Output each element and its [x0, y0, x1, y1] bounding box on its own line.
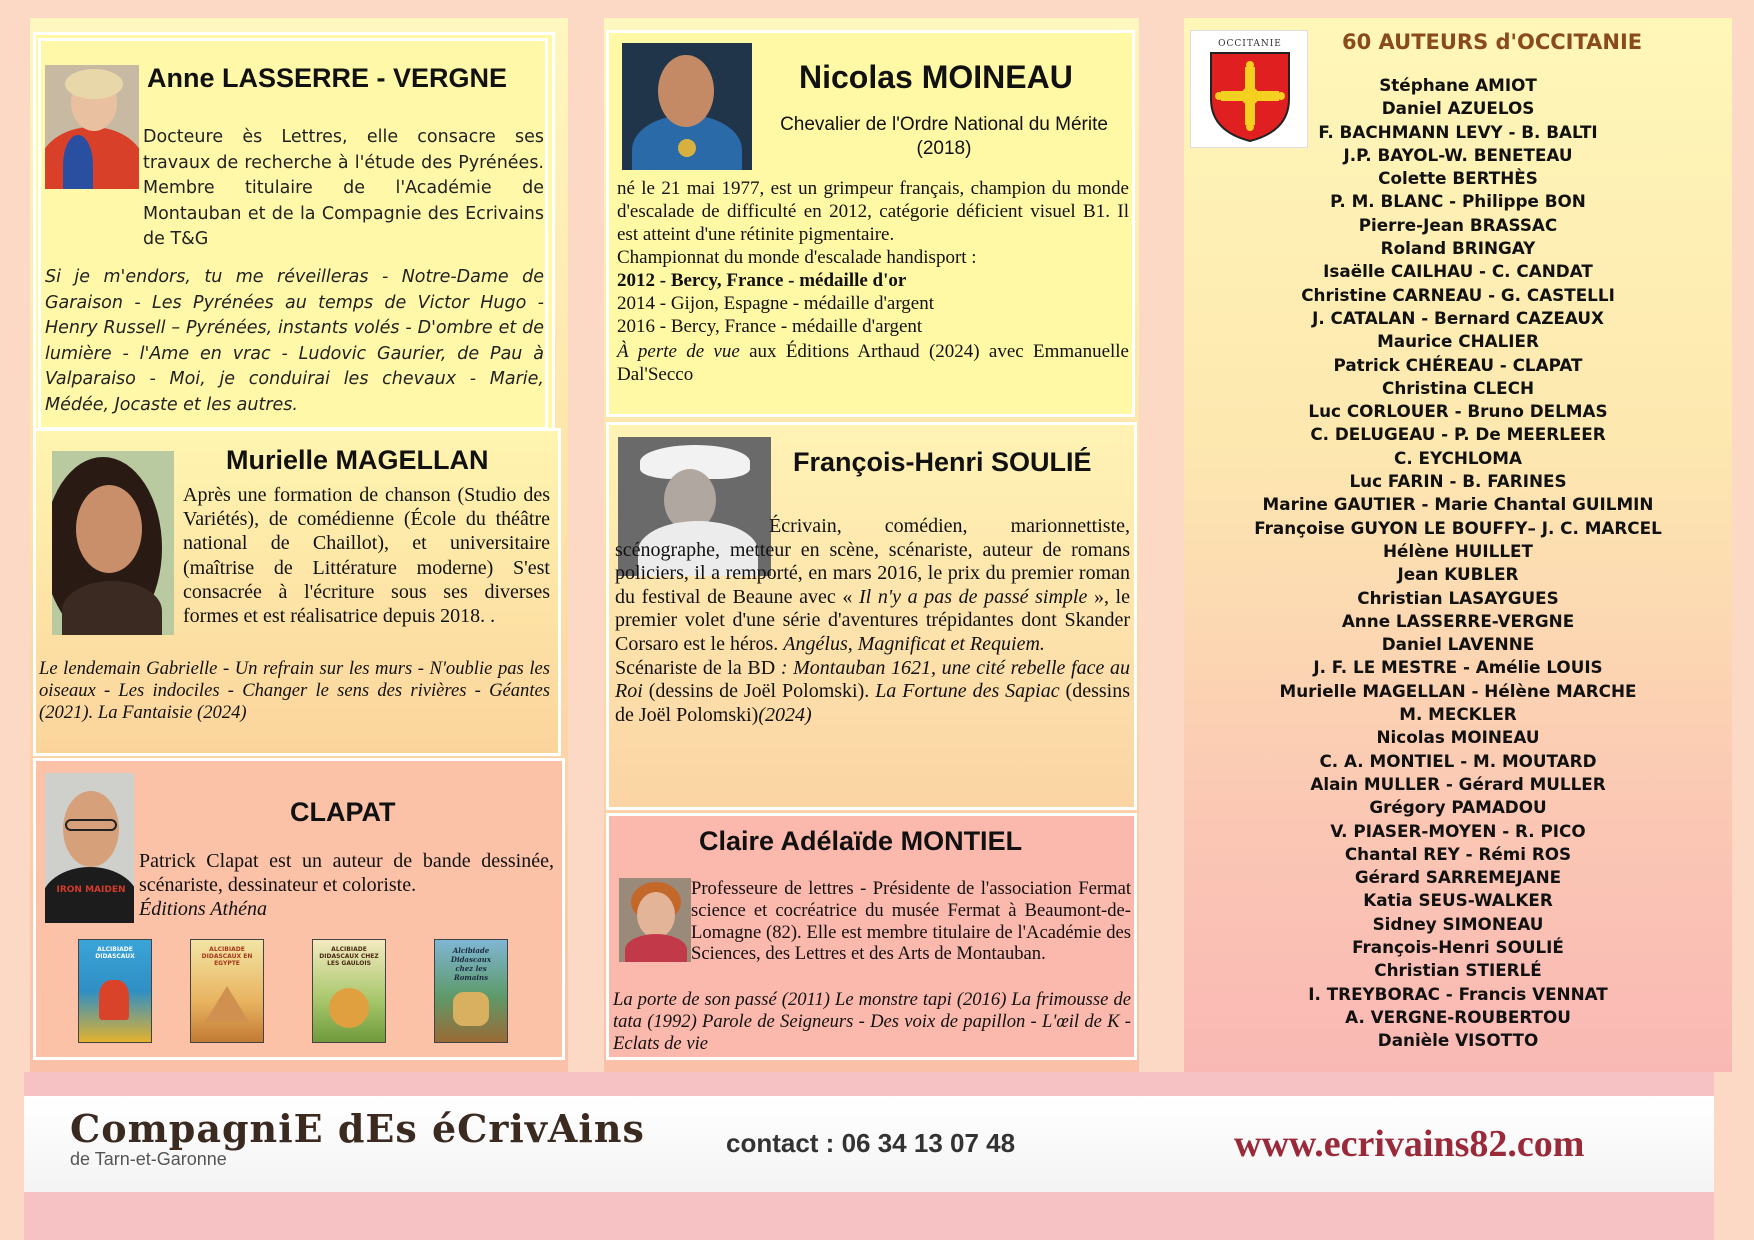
author-bio-clapat-text: Patrick Clapat est un auteur de bande dessinée, scénariste, dessinateur et coloriste. — [139, 850, 554, 896]
nicolas-championship: Championnat du monde d'escalade handisport : — [617, 247, 977, 268]
author-list-item: Roland BRINGAY — [1380, 238, 1536, 259]
author-list-item: I. TREYBORAC - Francis VENNAT — [1308, 983, 1608, 1004]
author-list-item: Murielle MAGELLAN - Hélène MARCHE — [1279, 680, 1637, 701]
author-works-murielle: Le lendemain Gabrielle - Un refrain sur les murs - N'oublie pas les oiseaux - Les indociles - Changer le sens des rivières - Géantes (2021). La Fantaisie (2024) — [39, 658, 550, 723]
brand-subtitle: de Tarn-et-Garonne — [70, 1149, 227, 1169]
nicolas-medal-2016: 2016 - Bercy, France - médaille d'argent — [617, 316, 923, 337]
author-bio-anne: Docteure ès Lettres, elle consacre ses travaux de recherche à l'étude des Pyrénées. Membre titulaire de l'Académie de Montauban et de la Compagnie des Ecrivains de T&G — [143, 127, 544, 249]
author-list-item: Christian LASAYGUES — [1357, 587, 1559, 608]
author-list-item: Christian STIERLÉ — [1374, 960, 1542, 981]
author-list-item: C. DELUGEAU - P. De MEERLEER — [1310, 424, 1606, 445]
author-list-item: Isaëlle CAILHAU - C. CANDAT — [1323, 261, 1593, 282]
author-list-item: Hélène HUILLET — [1383, 540, 1533, 561]
author-card-clapat — [33, 758, 565, 1060]
author-photo-claire — [619, 878, 691, 962]
author-list-item: A. VERGNE-ROUBERTOU — [1345, 1006, 1571, 1027]
author-list-item: Daniel LAVENNE — [1381, 634, 1535, 655]
author-list-item: Pierre-Jean BRASSAC — [1358, 214, 1558, 235]
author-list-item: Jean KUBLER — [1397, 564, 1519, 585]
authors-column — [1184, 18, 1732, 1072]
author-list-item: F. BACHMANN LEVY - B. BALTI — [1318, 121, 1598, 142]
author-list-item: J. F. LE MESTRE - Amélie LOUIS — [1313, 657, 1603, 678]
author-works-claire: La porte de son passé (2011) Le monstre tapi (2016) La frimousse de tata (1992) Parole de Seigneurs - Des voix de papillon - L'œil de K - Eclats de vie — [613, 989, 1131, 1054]
author-list-item: C. EYCHLOMA — [1394, 447, 1522, 468]
nicolas-medal-2012: 2012 - Bercy, France - médaille d'or — [617, 270, 907, 291]
author-list-item: Grégory PAMADOU — [1369, 797, 1547, 818]
author-photo-clapat — [45, 773, 134, 923]
author-list-item: Christine CARNEAU - G. CASTELLI — [1301, 284, 1615, 305]
author-list-item: Colette BERTHÈS — [1378, 168, 1538, 189]
book-cover-3: ALCIBIADE DIDASCAUX CHEZ LES GAULOIS — [312, 939, 386, 1043]
book-cover-4: Alcibiade Didascaux chez les Romains — [434, 939, 508, 1043]
author-name-murielle: Murielle MAGELLAN — [226, 445, 489, 475]
author-list-item: François-Henri SOULIÉ — [1352, 936, 1564, 957]
author-list-item: Patrick CHÉREAU - CLAPAT — [1333, 354, 1583, 375]
author-name-fh: François-Henri SOULIÉ — [793, 447, 1092, 477]
left-column — [30, 18, 568, 1072]
author-list-item: J.P. BAYOL-W. BENETEAU — [1343, 144, 1573, 165]
author-text-nicolas — [617, 177, 1129, 386]
author-list-item: Katia SEUS-WALKER — [1363, 890, 1553, 911]
author-name-clapat: CLAPAT — [290, 797, 396, 827]
author-list-item: Anne LASSERRE-VERGNE — [1341, 610, 1575, 631]
author-list-item: Christina CLECH — [1382, 377, 1534, 398]
author-list-item: Gérard SARREMEJANE — [1354, 867, 1562, 888]
author-card-claire — [606, 813, 1137, 1060]
author-name-nicolas: Nicolas MOINEAU — [799, 59, 1073, 95]
author-list-item: Françoise GUYON LE BOUFFY– J. C. MARCEL — [1254, 517, 1662, 538]
clapat-shirt-text: IRON MAIDEN — [56, 885, 126, 895]
author-list-item: M. MECKLER — [1399, 704, 1517, 725]
author-list-item: C. A. MONTIEL - M. MOUTARD — [1319, 750, 1597, 771]
footer — [24, 1072, 1714, 1240]
author-bio-murielle: Après une formation de chanson (Studio des Variétés), de comédienne (École du théâtre national de Chaillot), et universitaire (maîtrise de Littérature moderne) S'est consacrée à l'écriture sous ses diverses formes et est réalisatrice depuis 2018. . — [183, 484, 550, 628]
author-bio-fh: Écrivain, comédien, marionnettiste, scénographe, metteur en scène, scénariste, auteur de romans policiers, il a remporté, en mars 2016, le prix du premier roman du festival de Beaune avec « Il n'y a pas de passé simple », le premier volet d'une série d'aventures trépidantes dont Skander Corsaro est le héros. Angélus, Magnificat et Requiem. Scénariste de la BD : Montauban 1621, une cité rebelle face au Roi (dessins de Joël Polomski). La Fortune des Sapiac (dessins de Joël Polomski)(2024) — [615, 515, 1130, 726]
author-list-item: Stéphane AMIOT — [1379, 75, 1537, 95]
authors-title: 60 AUTEURS d'OCCITANIE — [1342, 30, 1643, 54]
author-card-fh — [606, 422, 1137, 810]
author-list-item: Maurice CHALIER — [1377, 331, 1539, 352]
author-works-anne: Si je m'endors, tu me réveilleras - Notre-Dame de Garaison - Les Pyrénées au temps de Victor Hugo - Henry Russell – Pyrénées, instants volés - D'ombre et de lumière - l'Ame en vrac - Ludovic Gaurier, de Pau à Valparaiso - Moi, je conduirai les chevaux - Marie, Médée, Jocaste et les autres. — [45, 267, 544, 415]
author-card-nicolas — [606, 30, 1135, 417]
author-card-murielle — [33, 428, 561, 756]
author-bio-clapat — [139, 849, 554, 921]
author-name-claire: Claire Adélaïde MONTIEL — [699, 826, 1023, 856]
author-list-item: Sidney SIMONEAU — [1372, 913, 1544, 934]
nicolas-medal-2014: 2014 - Gijon, Espagne - médaille d'argent — [617, 293, 935, 314]
footer-band — [24, 1096, 1714, 1192]
occitanie-logo-text: OCCITANIE — [1218, 39, 1282, 49]
author-list-item: Daniel AZUELOS — [1381, 98, 1535, 119]
book-cover-2: ALCIBIADE DIDASCAUX EN EGYPTE — [190, 939, 264, 1043]
nicolas-book — [617, 340, 1129, 386]
author-photo-nicolas — [622, 43, 752, 170]
author-list-item: Marine GAUTIER - Marie Chantal GUILMIN — [1262, 494, 1654, 515]
author-list-item: Nicolas MOINEAU — [1376, 727, 1540, 748]
author-list-item: J. CATALAN - Bernard CAZEAUX — [1312, 307, 1604, 328]
author-list-item: Chantal REY - Rémi ROS — [1344, 843, 1572, 864]
nicolas-book-title: À perte de vue — [617, 341, 740, 362]
book-cover-1: ALCIBIADE DIDASCAUX — [78, 939, 152, 1043]
author-list-item: V. PIASER-MOYEN - R. PICO — [1330, 820, 1586, 841]
author-list-item: Alain MULLER - Gérard MULLER — [1310, 773, 1606, 794]
brand-logo — [70, 1106, 645, 1170]
author-photo-anne — [45, 65, 139, 189]
author-bio-claire: Professeure de lettres - Présidente de l'association Fermat science et cocréatrice du musée Fermat à Beaumont-de-Lomagne (82). Elle est membre titulaire de l'Académie des Sciences, des Lettres et des Arts de Montauban. — [691, 878, 1131, 965]
author-list-item: Danièle VISOTTO — [1377, 1030, 1539, 1051]
author-card-anne-inner — [38, 38, 548, 430]
author-photo-murielle — [52, 451, 174, 635]
authors-list — [1184, 74, 1732, 1052]
author-list-item: P. M. BLANC - Philippe BON — [1330, 191, 1586, 212]
clapat-publisher: Éditions Athéna — [139, 898, 267, 920]
nicolas-book-rest: aux Éditions Arthaud (2024) avec Emmanuelle Dal'Secco — [617, 341, 1129, 385]
contact-phone: contact : 06 34 13 07 48 — [726, 1128, 1016, 1158]
author-list-item: Luc CORLOUER - Bruno DELMAS — [1308, 401, 1608, 422]
middle-column — [604, 18, 1139, 1072]
author-bio-nicolas: né le 21 mai 1977, est un grimpeur français, champion du monde d'escalade de difficulté en 2012, catégorie déficient visuel B1. Il est atteint d'une rétinite pigmentaire. — [617, 178, 1129, 245]
author-list-item: Luc FARIN - B. FARINES — [1349, 471, 1567, 492]
author-name-anne: Anne LASSERRE - VERGNE — [147, 63, 508, 93]
brand-name: CompagniE dEs éCrivAins — [70, 1106, 645, 1151]
website-link[interactable]: www.ecrivains82.com — [1234, 1123, 1585, 1165]
author-distinction-nicolas: Chevalier de l'Ordre National du Mérite (2018) — [780, 114, 1108, 159]
